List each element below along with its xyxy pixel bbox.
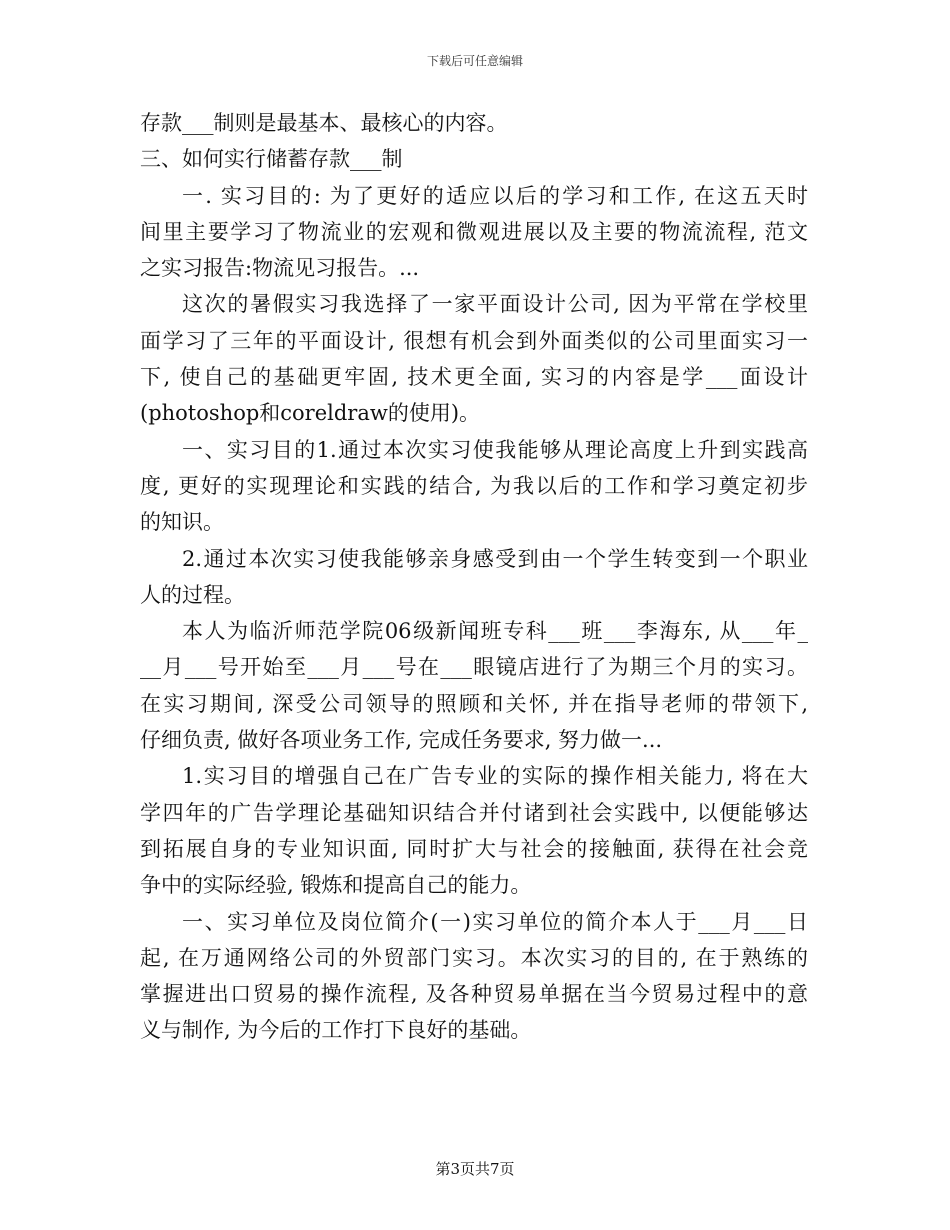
text-line: 一. 实习目的: 为了更好的适应以后的学习和工作, 在这五天时 bbox=[182, 183, 808, 208]
text-line: 三、如何实行储蓄存款___制 bbox=[140, 147, 403, 172]
document-body bbox=[140, 105, 808, 1049]
text-line: 本人为临沂师范学院06级新闻班专科___班___李海东, 从___年_ bbox=[182, 619, 808, 644]
text-line: 面学习了三年的平面设计, 很想有机会到外面类似的公司里面实习一 bbox=[140, 328, 808, 353]
text-line: 存款___制则是最基本、最核心的内容。 bbox=[140, 111, 508, 135]
text-line: 一、实习单位及岗位简介(一)实习单位的简介本人于___月___日 bbox=[182, 909, 808, 934]
text-line: __月___号开始至___月___号在___眼镜店进行了为期三个月的实习。 bbox=[140, 655, 808, 680]
text-line: 这次的暑假实习我选择了一家平面设计公司, 因为平常在学校里 bbox=[182, 292, 808, 317]
text-line: 一、实习目的1.通过本次实习使我能够从理论高度上升到实践高 bbox=[182, 437, 808, 462]
text-line: 学四年的广告学理论基础知识结合并付诸到社会实践中, 以便能够达 bbox=[140, 800, 808, 825]
text-line: 在实习期间, 深受公司领导的照顾和关怀, 并在指导老师的带领下, bbox=[140, 691, 808, 716]
text-line: 义与制作, 为今后的工作打下良好的基础。 bbox=[140, 1018, 532, 1043]
page-footer: 第3页共7页 bbox=[435, 1160, 515, 1178]
text-line: 人的过程。 bbox=[140, 582, 245, 607]
text-line: 争中的实际经验, 锻炼和提高自己的能力。 bbox=[140, 873, 532, 898]
text-line: 间里主要学习了物流业的宏观和微观进展以及主要的物流流程, 范文 bbox=[140, 219, 808, 244]
text-line: 1.实习目的增强自己在广告专业的实际的操作相关能力, 将在大 bbox=[182, 764, 808, 789]
text-line: 起, 在万通网络公司的外贸部门实习。本次实习的目的, 在于熟练的 bbox=[140, 945, 808, 970]
page-header: 下载后可任意编辑 bbox=[426, 54, 523, 68]
text-line: 的知识。 bbox=[140, 510, 224, 535]
text-line: 之实习报告:物流见习报告。... bbox=[140, 256, 420, 281]
text-line: 掌握进出口贸易的操作流程, 及各种贸易单据在当今贸易过程中的意 bbox=[140, 982, 808, 1007]
text-line: 度, 更好的实现理论和实践的结合, 为我以后的工作和学习奠定初步 bbox=[140, 473, 808, 498]
text-line: (photoshop和coreldraw的使用)。 bbox=[140, 401, 481, 426]
text-line: 仔细负责, 做好各项业务工作, 完成任务要求, 努力做一... bbox=[140, 728, 663, 753]
text-line: 到拓展自身的专业知识面, 同时扩大与社会的接触面, 获得在社会竞 bbox=[140, 836, 808, 861]
text-line: 下, 使自己的基础更牢固, 技术更全面, 实习的内容是学___面设计 bbox=[140, 365, 808, 390]
text-line: 2.通过本次实习使我能够亲身感受到由一个学生转变到一个职业 bbox=[182, 546, 808, 571]
